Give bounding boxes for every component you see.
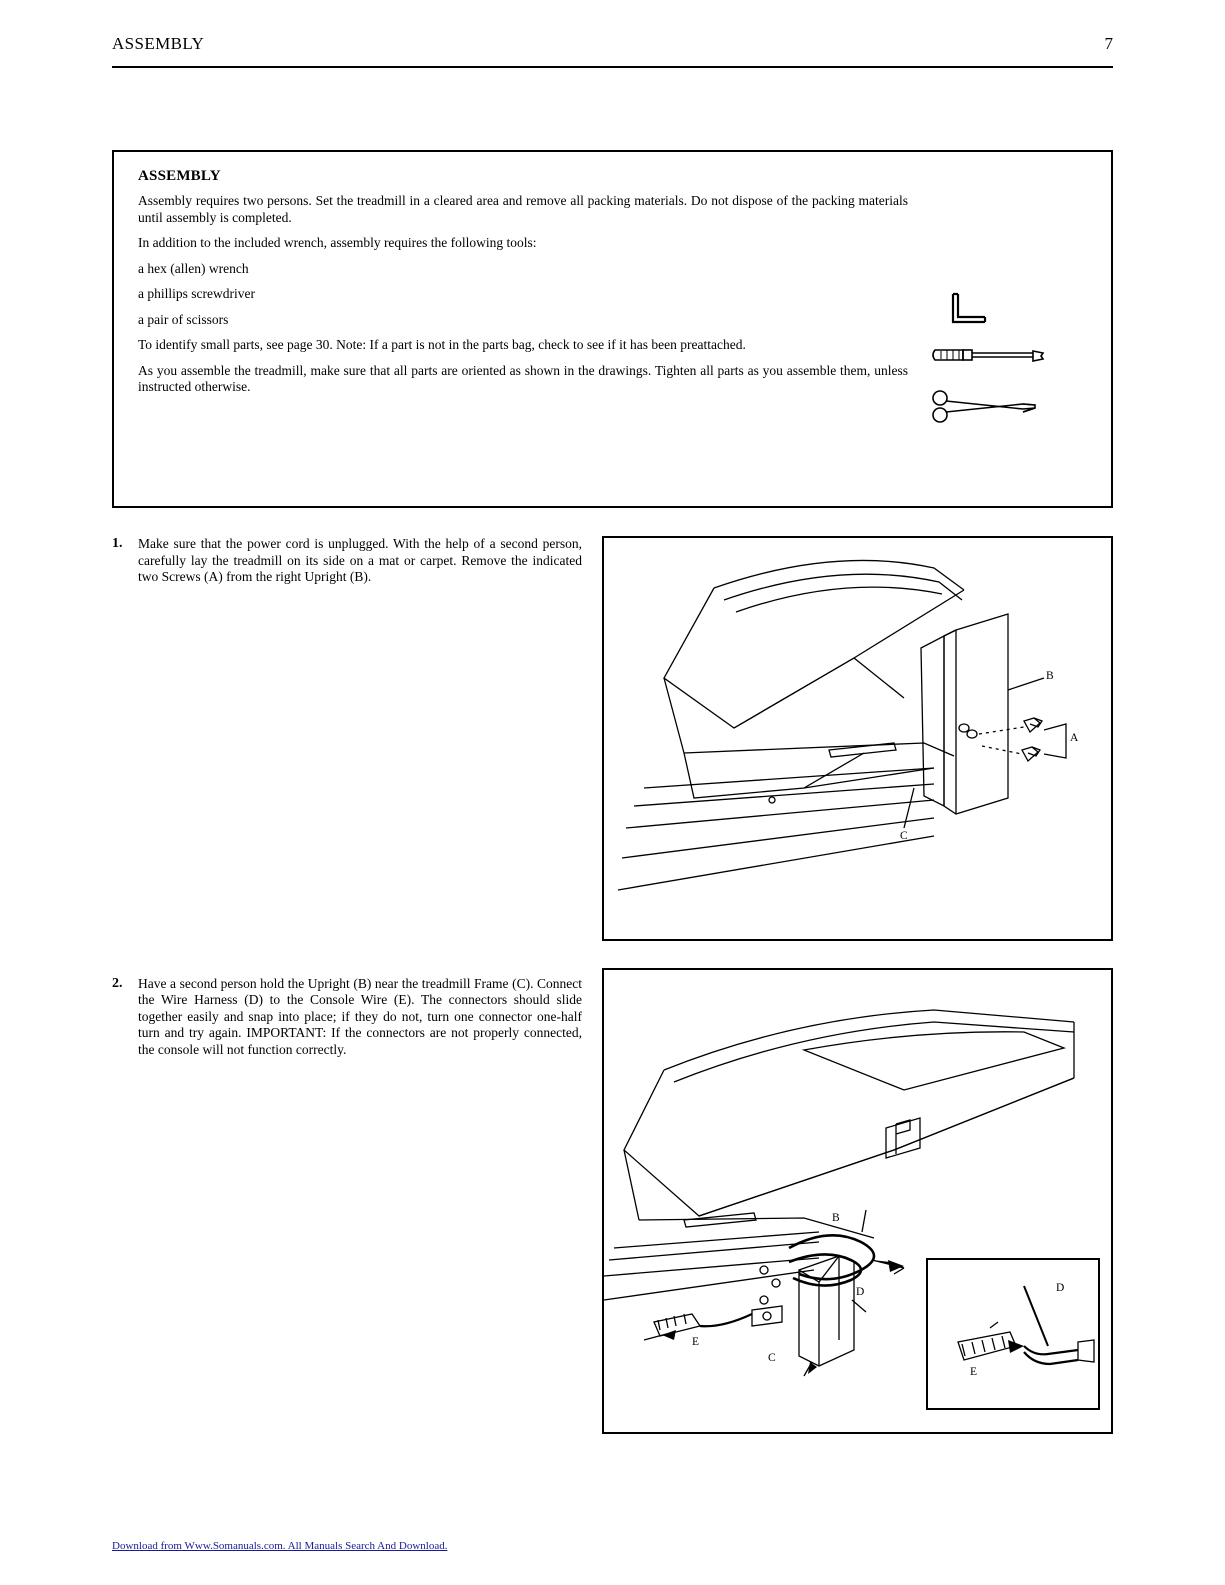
page-number: 7 (1104, 34, 1113, 53)
inset-callout-e: E (970, 1366, 978, 1378)
step-1 (112, 536, 582, 586)
inset-callout-d: D (1056, 1282, 1065, 1294)
tool-icons-group (919, 292, 1089, 452)
scissors-icon (927, 387, 1057, 427)
figure-2-callout-b: B (832, 1212, 840, 1224)
step-1-number: 1. (112, 536, 123, 551)
connector-detail-inset (926, 1258, 1100, 1410)
assembly-paragraph-2: In addition to the included wrench, assembly requires the following tools: (138, 235, 537, 250)
assembly-heading: ASSEMBLY (138, 168, 221, 184)
assembly-tool-1: a hex (allen) wrench (138, 260, 249, 276)
assembly-paragraph-1: Assembly requires two persons. Set the treadmill in a cleared area and remove all packing materials. Do not dispose of the packing materials until assembly is completed. (138, 193, 908, 225)
figure-1-drawing (604, 538, 1111, 939)
figure-2-callout-d: D (856, 1286, 865, 1298)
assembly-paragraph-4: As you assemble the treadmill, make sure that all parts are oriented as shown in the drawings. Tighten all parts as you assemble them, unless instructed otherwise. (138, 362, 908, 394)
assembly-steps (112, 536, 582, 1076)
assembly-instructions-box (112, 150, 1113, 508)
step-2 (112, 976, 582, 1059)
figure-2-callout-e: E (692, 1336, 700, 1348)
step-2-text: Have a second person hold the Upright (B) near the treadmill Frame (C). Connect the Wire Harness (D) to the Console Wire (E). The connectors should slide together easily and snap into place; if they do not, turn one connector one-half turn and try again. IMPORTANT: If the connectors are not properly connected, the console will not function correctly. (138, 975, 582, 1057)
figure-2-callout-c: C (768, 1352, 776, 1364)
allen-wrench-icon (939, 292, 999, 332)
header-divider (112, 66, 1113, 68)
step-2-number: 2. (112, 975, 123, 991)
inset-drawing (928, 1260, 1098, 1408)
upright-screws-figure (602, 536, 1113, 941)
step-1-text: Make sure that the power cord is unplugged. With the help of a second person, carefully lay the treadmill on its side on a mat or carpet. Remove the indicated two Screws (A) from the right Upright (B). (138, 536, 582, 584)
page-header-title: ASSEMBLY (112, 34, 205, 53)
assembly-tool-3: a pair of scissors (138, 311, 229, 327)
figure-1-callout-c: C (900, 830, 908, 842)
screwdriver-icon (929, 342, 1059, 368)
footer-note[interactable]: Download from Www.Somanuals.com. All Manuals Search And Download. (112, 1540, 448, 1552)
figure-1-callout-a: A (1070, 732, 1079, 744)
assembly-paragraph-3: To identify small parts, see page 30. Note: If a part is not in the parts bag, check to see if it has been preattached. (138, 337, 746, 352)
wire-harness-figure (602, 968, 1113, 1434)
assembly-tool-2: a phillips screwdriver (138, 286, 255, 301)
figure-1-callout-b: B (1046, 670, 1054, 682)
